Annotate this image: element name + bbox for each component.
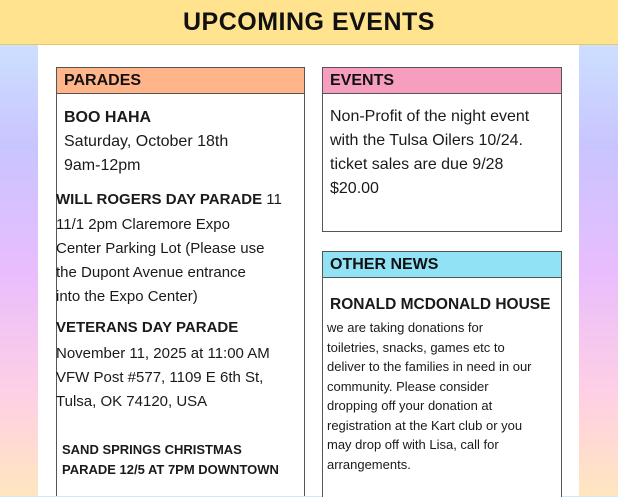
will-rogers-line: the Dupont Avenue entrance bbox=[56, 264, 246, 281]
veterans-line: Tulsa, OK 74120, USA bbox=[56, 393, 208, 410]
boo-haha-date: Saturday, October 18th bbox=[64, 133, 229, 150]
boo-haha-title: BOO HAHA bbox=[64, 109, 152, 126]
page-header bbox=[0, 0, 618, 45]
page-title: UPCOMING EVENTS bbox=[183, 7, 435, 36]
will-rogers-heading bbox=[56, 188, 282, 212]
news-line: registration at the Kart club or you bbox=[327, 417, 523, 433]
will-rogers-title: WILL ROGERS DAY PARADE bbox=[56, 191, 263, 208]
events-line: ticket sales are due 9/28 bbox=[330, 156, 504, 173]
parades-heading: PARADES bbox=[57, 68, 304, 94]
news-line: toiletries, snacks, games etc to bbox=[327, 339, 505, 355]
will-rogers-title-suffix: 11 bbox=[262, 191, 282, 208]
will-rogers-line: Center Parking Lot (Please use bbox=[56, 240, 265, 257]
news-line: may drop off with Lisa, call for bbox=[327, 437, 499, 452]
news-line: we are taking donations for bbox=[327, 320, 484, 335]
news-line: community. Please consider bbox=[327, 378, 489, 394]
veterans-line: VFW Post #577, 1109 E 6th St, bbox=[56, 369, 264, 386]
ronald-mcdonald-title: RONALD MCDONALD HOUSE bbox=[330, 296, 551, 313]
events-line: with the Tulsa Oilers 10/24. bbox=[330, 132, 523, 149]
events-line: $20.00 bbox=[330, 180, 379, 197]
will-rogers-line: 11/1 2pm Claremore Expo bbox=[56, 216, 230, 233]
news-line: arrangements. bbox=[327, 456, 411, 472]
news-line: deliver to the families in need in our bbox=[327, 359, 532, 374]
veterans-line: November 11, 2025 at 11:00 AM bbox=[56, 345, 270, 362]
sand-springs-line: SAND SPRINGS CHRISTMAS bbox=[62, 442, 242, 457]
veterans-title: VETERANS DAY PARADE bbox=[56, 319, 239, 336]
other-news-heading: OTHER NEWS bbox=[323, 252, 561, 278]
events-heading: EVENTS bbox=[323, 68, 561, 94]
boo-haha-time: 9am-12pm bbox=[64, 157, 141, 174]
sand-springs-line: PARADE 12/5 AT 7PM DOWNTOWN bbox=[62, 462, 279, 477]
events-line: Non-Profit of the night event bbox=[330, 108, 530, 125]
will-rogers-line: into the Expo Center) bbox=[56, 288, 198, 305]
news-line: dropping off your donation at bbox=[327, 398, 493, 413]
